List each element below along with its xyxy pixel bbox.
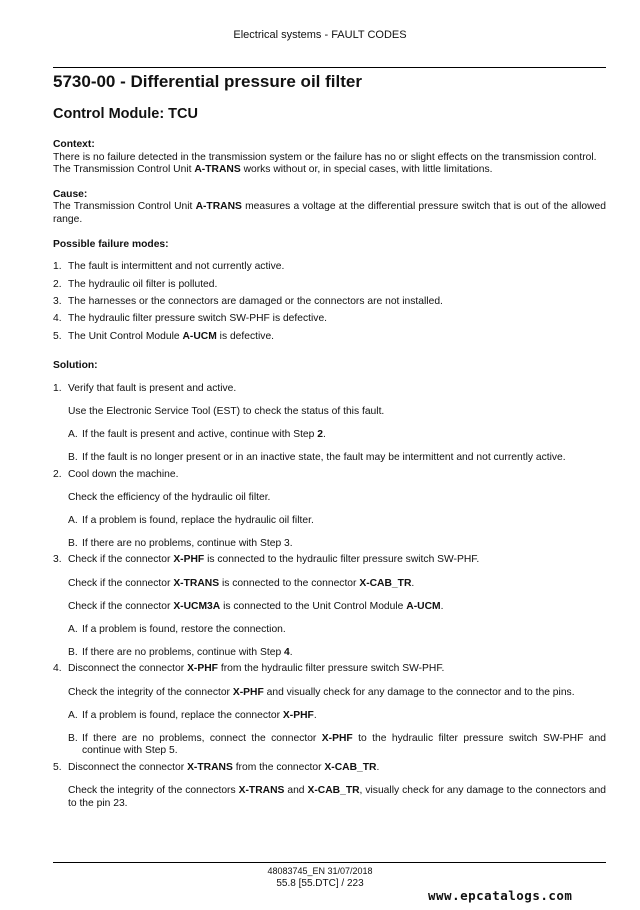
footer-page-number: 55.8 [55.DTC] / 223 <box>276 878 364 889</box>
step-2-instruction: Check the efficiency of the hydraulic oil filter. <box>68 491 271 503</box>
solution-step-1: 1. Verify that fault is present and active. <box>53 382 237 394</box>
list-item: 4. The hydraulic filter pressure switch SW-PHF is defective. <box>53 313 328 325</box>
solution-step-2: 2. Cool down the machine. <box>53 468 179 480</box>
cause-label: Cause: <box>53 188 88 200</box>
footer-rule <box>53 862 606 863</box>
footer-doc-id: 48083745_EN 31/07/2018 <box>267 866 373 876</box>
solution-step-5: 5. Disconnect the connector X-TRANS from the connector X-CAB_TR. <box>53 761 380 773</box>
header-rule <box>53 67 606 68</box>
solution-step-4: 4. Disconnect the connector X-PHF from the hydraulic filter pressure switch SW-PHF. <box>53 663 445 675</box>
step-3-option-a: A. If a problem is found, restore the connection. <box>68 623 286 635</box>
step-3-option-b: B. If there are no problems, continue with Step 4. <box>68 646 293 658</box>
step-1-option-b: B. If the fault is no longer present or in an inactive state, the fault may be intermittent and not currently active. <box>68 451 566 463</box>
context-text-2: The Transmission Control Unit A-TRANS works without or, in special cases, with little limitations. <box>53 164 493 176</box>
step-3-instruction-2: Check if the connector X-UCM3A is connected to the Unit Control Module A-UCM. <box>68 600 444 612</box>
list-item: 1. The fault is intermittent and not currently active. <box>53 261 285 273</box>
step-4-option-a: A. If a problem is found, replace the connector X-PHF. <box>68 709 317 721</box>
list-item: 5. The Unit Control Module A-UCM is defective. <box>53 330 275 342</box>
solution-step-3: 3. Check if the connector X-PHF is connected to the hydraulic filter pressure switch SW-PHF. <box>53 554 480 566</box>
step-4-instruction: Check the integrity of the connector X-PHF and visually check for any damage to the connector and to the pins. <box>68 686 575 698</box>
step-1-instruction: Use the Electronic Service Tool (EST) to check the status of this fault. <box>68 405 385 417</box>
list-item: 2. The hydraulic oil filter is polluted. <box>53 278 218 290</box>
document-body <box>53 139 606 821</box>
failure-modes-label: Possible failure modes: <box>53 238 169 250</box>
step-3-instruction-1: Check if the connector X-TRANS is connected to the connector X-CAB_TR. <box>68 577 415 589</box>
context-text-1: There is no failure detected in the transmission system or the failure has no or slight effects on the transmission control. <box>53 151 597 163</box>
watermark-link[interactable]: www.epcatalogs.com <box>428 888 573 903</box>
solution-label: Solution: <box>53 360 98 372</box>
control-module-heading: Control Module: TCU <box>53 106 198 122</box>
failure-modes-list <box>53 261 606 343</box>
list-item: 3. The harnesses or the connectors are damaged or the connectors are not installed. <box>53 295 443 307</box>
step-4-option-b: B. If there are no problems, connect the connector X-PHF to the hydraulic filter pressure switch SW-PHF and continue with Step 5. <box>68 732 606 757</box>
context-label: Context: <box>53 139 95 150</box>
step-2-option-b: B. If there are no problems, continue with Step 3. <box>68 537 293 549</box>
step-1-option-a: A. If the fault is present and active, continue with Step 2. <box>68 428 326 440</box>
cause-text: The Transmission Control Unit A-TRANS measures a voltage at the differential pressure switch that is out of the allowed range. <box>53 201 606 225</box>
page-title: 5730-00 - Differential pressure oil filter <box>53 72 362 91</box>
step-2-option-a: A. If a problem is found, replace the hydraulic oil filter. <box>68 514 314 526</box>
step-5-instruction: Check the integrity of the connectors X-TRANS and X-CAB_TR, visually check for any damage to the connectors and to the pin 23. <box>68 784 607 809</box>
page-header: Electrical systems - FAULT CODES <box>233 29 407 41</box>
